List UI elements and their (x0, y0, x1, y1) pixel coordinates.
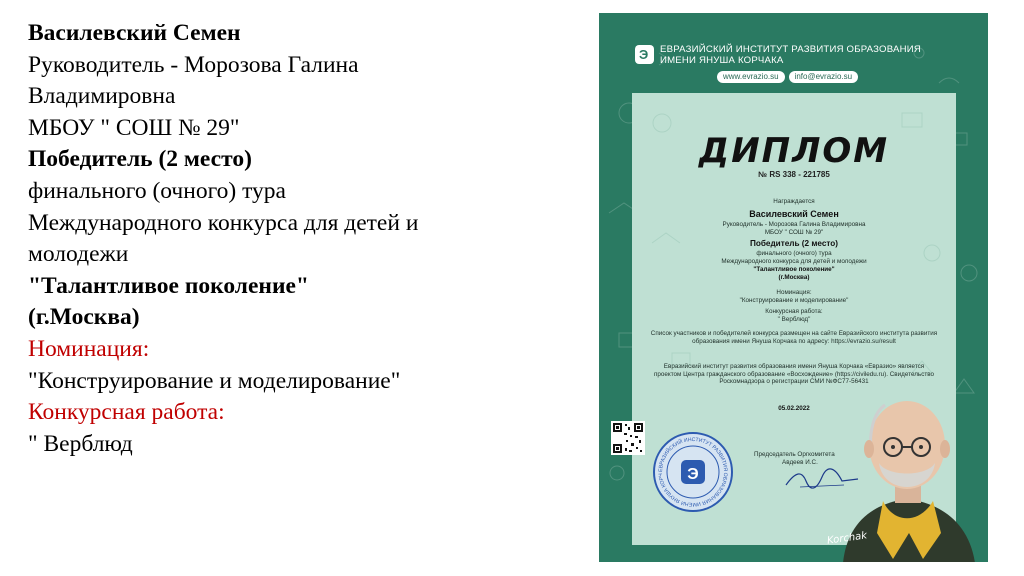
international-line-1: Международного конкурса для детей и (28, 209, 419, 236)
diploma-results-text: Список участников и победителей конкурса размещен на сайте Евразийского института развития образования имени Януша Корчака по адресу: https://evrazio.su/result (650, 330, 938, 345)
institute-line-1: ЕВРАЗИЙСКИЙ ИНСТИТУТ РАЗВИТИЯ ОБРАЗОВАНИЯ (660, 44, 921, 55)
nomination-label: Номинация: (28, 335, 150, 362)
school-name: МБОУ " СОШ № 29" (28, 114, 240, 141)
awarded-label: Награждается (773, 198, 815, 205)
diploma-title: ДИПЛОМ (698, 131, 890, 171)
diploma-project-text: Евразийский институт развития образования имени Януша Корчака «Евразио» является проектом Центра гражданского образование «Восхождение» (https://civiledu.ru). Свидетельство Роскомнадзора о регистрации СМИ №ФС77-56431 (653, 363, 935, 386)
diploma-nomination: "Конструирование и моделирование" (739, 297, 849, 304)
contest-name: "Талантливое поколение" (28, 272, 309, 299)
svg-text:ЕВРАЗИЙСКИЙ ИНСТИТУТ РАЗВИТИЯ: ЕВРАЗИЙСКИЙ ИНСТИТУТ РАЗВИТИЯ ОБРАЗОВАНИЯ ИМЕНИ ЯНУША КОРЧ (657, 436, 729, 508)
diploma-place: Победитель (2 место) (749, 239, 839, 248)
diploma-work: " Верблюд" (777, 316, 811, 323)
work-value: " Верблюд (28, 430, 133, 457)
diploma-participant-name: Василевский Семен (749, 209, 839, 219)
work-label: Конкурсная работа: (28, 399, 225, 426)
diploma-city: (г.Москва) (778, 274, 810, 281)
left-text-block (28, 18, 568, 460)
chairman-title: Председатель Оргкомитета (754, 451, 835, 458)
diploma-date: 05.02.2022 (778, 405, 810, 412)
diploma-nomination-label: Номинация: (776, 289, 812, 296)
qr-code-icon[interactable] (611, 421, 645, 455)
leader-line-2: Владимировна (28, 83, 176, 110)
diploma-work-label: Конкурсная работа: (765, 308, 823, 315)
diploma-number: № RS 338 - 221785 (758, 170, 830, 179)
diploma-school: МБОУ " СОШ № 29" (764, 229, 824, 236)
nomination-value: "Конструирование и моделирование" (28, 367, 401, 394)
institute-name (660, 44, 980, 66)
final-round: финального (очного) тура (28, 177, 286, 204)
email-link[interactable]: info@evrazio.su (789, 71, 858, 83)
chairman-name: Авдеев И.С. (782, 459, 818, 466)
participant-name: Василевский Семен (28, 20, 241, 46)
svg-text:Э: Э (687, 466, 699, 483)
diploma-international: Международного конкурса для детей и молодежи (721, 258, 867, 265)
diploma-leader: Руководитель - Морозова Галина Владимировна (722, 221, 866, 228)
seal-stamp-icon (652, 431, 734, 513)
institute-line-2: ИМЕНИ ЯНУША КОРЧАКА (660, 55, 784, 66)
diploma-image (599, 13, 988, 562)
diploma-header (599, 27, 988, 87)
international-line-2: молодежи (28, 241, 129, 268)
diploma-final-round: финального (очного) тура (756, 250, 832, 257)
leader-line-1: Руководитель - Морозова Галина (28, 51, 359, 78)
korchak-label: Korchak (826, 530, 868, 547)
contest-city: (г.Москва) (28, 304, 140, 331)
diploma-contest-name: "Талантливое поколение" (753, 266, 835, 273)
website-link[interactable]: www.evrazio.su (717, 71, 785, 83)
place-result: Победитель (2 место) (28, 146, 252, 173)
institute-logo-icon: Э (635, 45, 654, 64)
contact-links (717, 71, 858, 83)
